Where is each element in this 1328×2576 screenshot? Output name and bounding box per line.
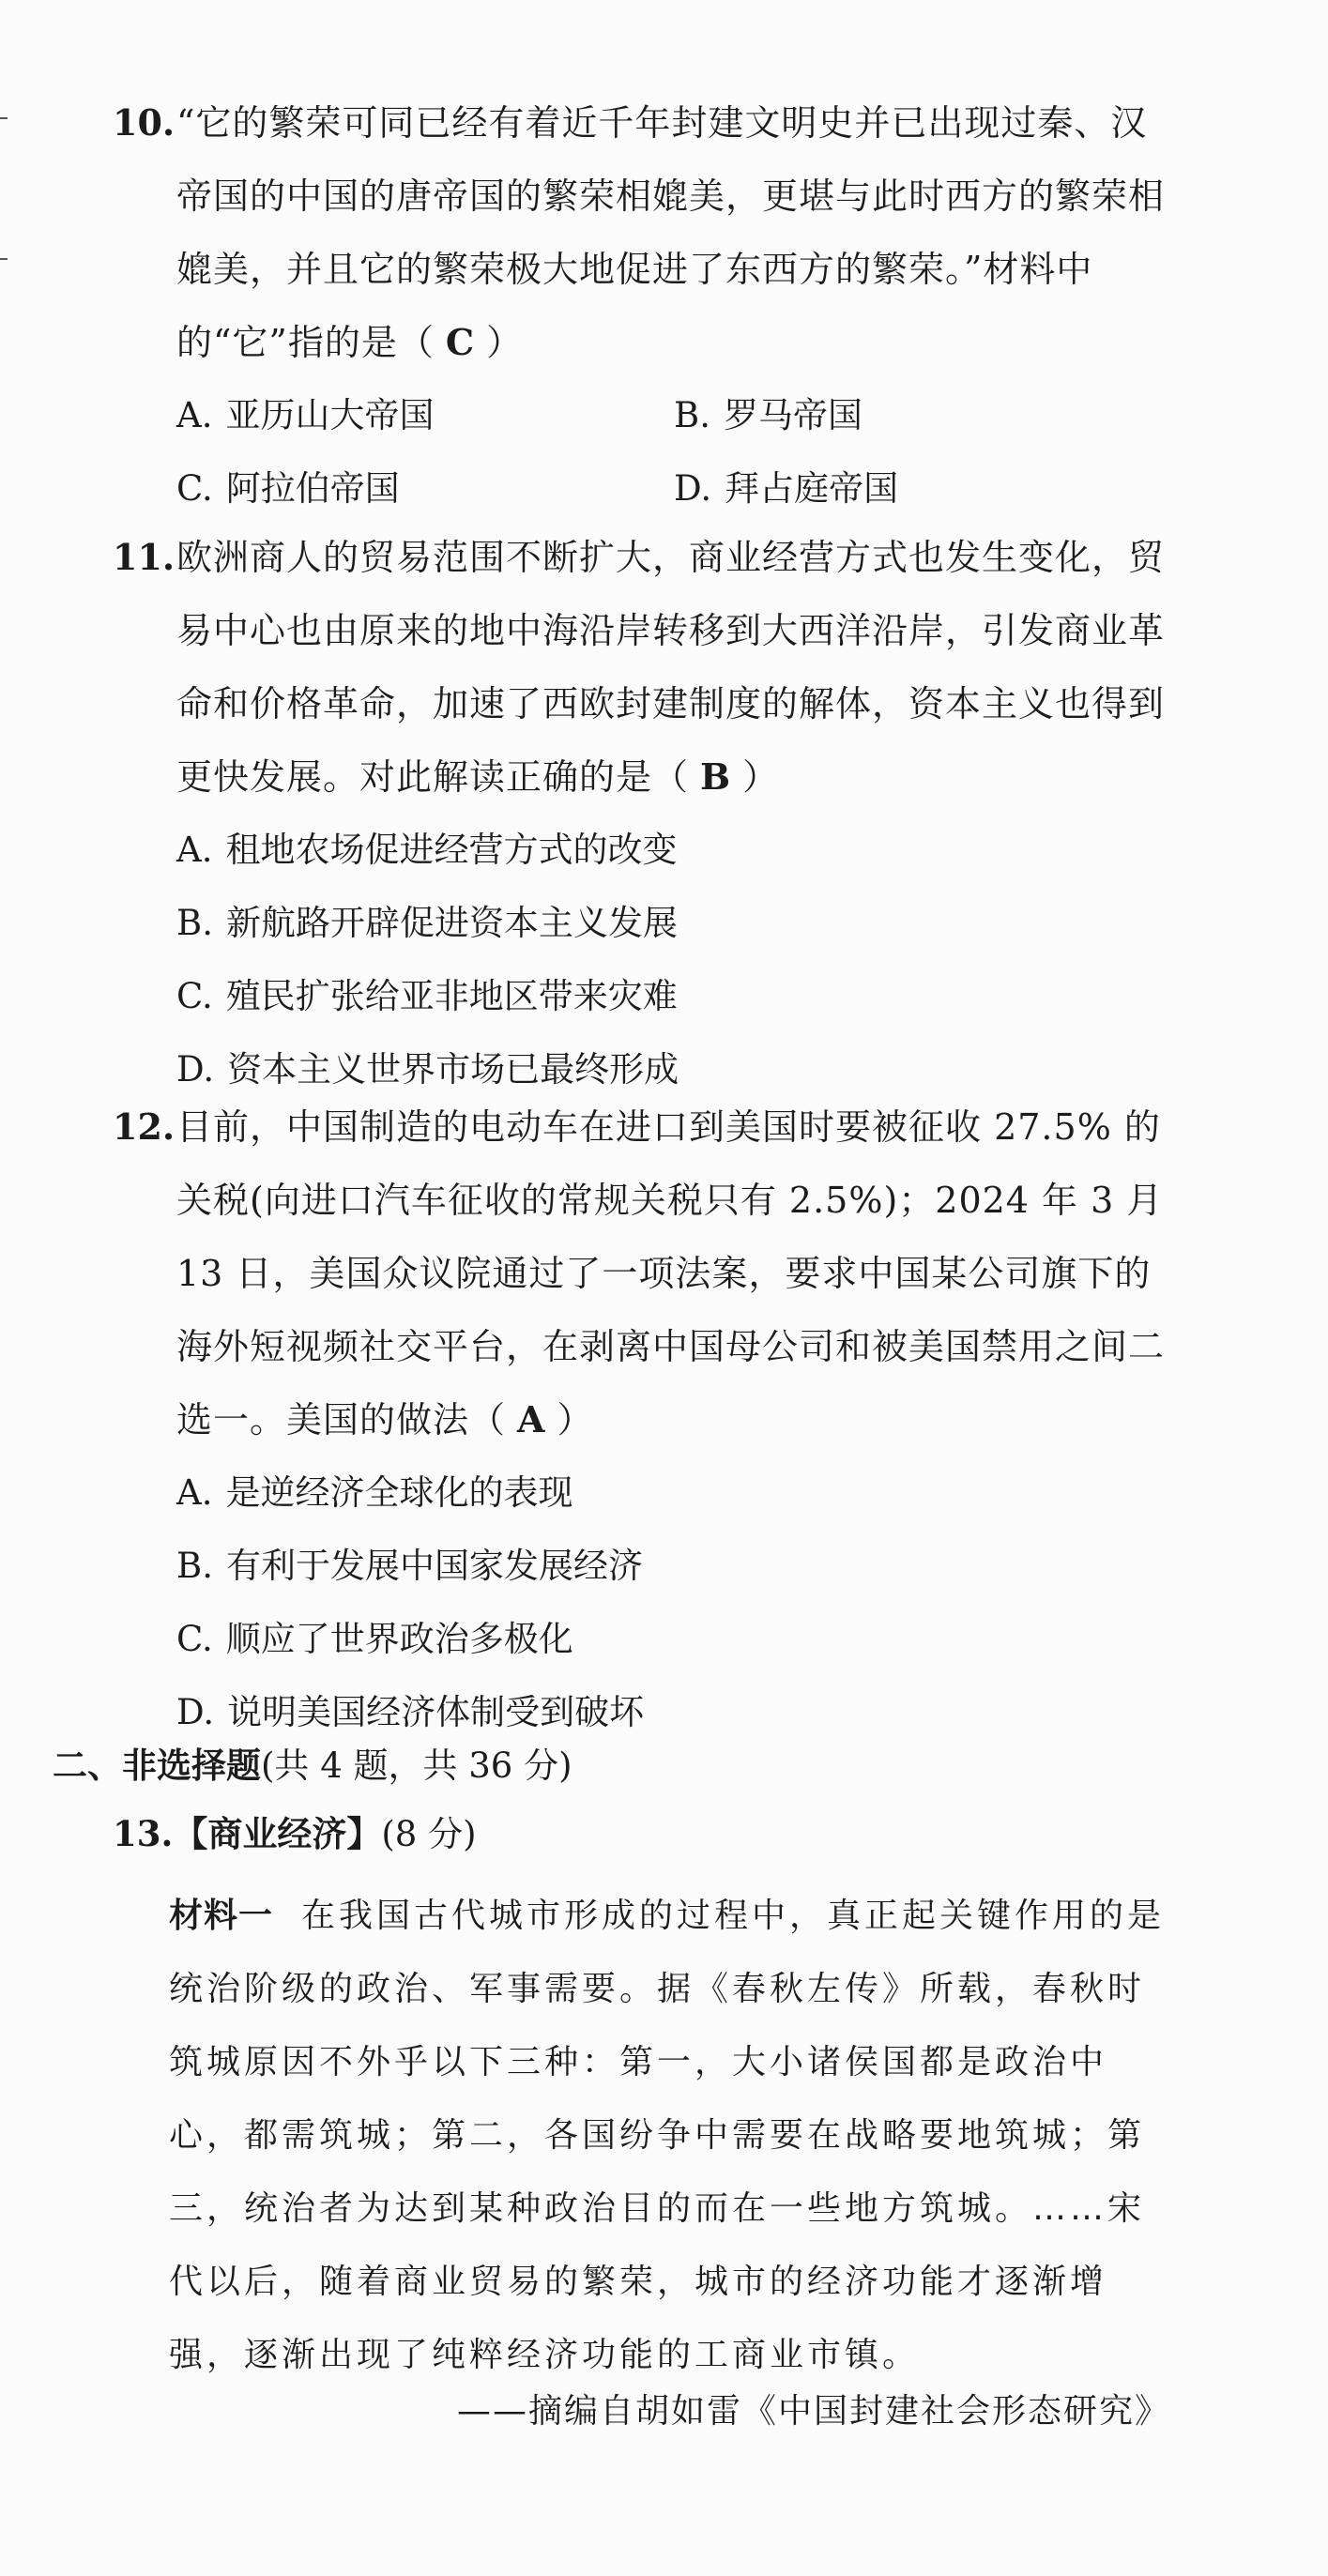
answer-letter: A [517, 1398, 546, 1440]
margin-mark [0, 117, 8, 119]
stem-close: ） [742, 756, 780, 798]
option-c: C. 阿拉伯帝国 [176, 468, 400, 509]
option-a: A. 亚历山大帝国 [176, 395, 435, 435]
options [176, 379, 1173, 526]
stem-text: 目前，中国制造的电动车在进口到美国时要被征收 27.5% 的关税(向进口汽车征收的常规关税只有 2.5%)；2024 年 3 月 13 日，美国众议院通过了一项法案，要求中国某公司旗下的海外短视频社交平台，在剥离中国母公司和被美国禁用之间二选一。美国的做法（ [176, 1106, 1166, 1440]
option-b: B. 罗马帝国 [674, 395, 862, 435]
answer-letter: B [700, 755, 732, 798]
question-number: 11. [113, 536, 176, 578]
section-heading [53, 1738, 572, 1794]
option-c: C. 殖民扩张给亚非地区带来灾难 [176, 976, 678, 1016]
question-11 [113, 521, 1173, 1106]
margin-mark [0, 258, 8, 260]
option-d: D. 资本主义世界市场已最终形成 [176, 1049, 679, 1090]
option-a: A. 租地农场促进经营方式的改变 [176, 830, 678, 870]
stem-text: “它的繁荣可同已经有着近千年封建文明史并已出现过秦、汉帝国的中国的唐帝国的繁荣相媲美，更堪与此时西方的繁荣相媲美，并且它的繁荣极大地促进了东西方的繁荣。”材料中的“它”指的是（ [176, 102, 1166, 363]
options [176, 814, 1173, 1106]
question-13-heading [113, 1806, 477, 1863]
material-label: 材料一 [169, 1897, 274, 1935]
question-12 [113, 1090, 1173, 1749]
question-stem [176, 86, 1173, 379]
question-topic: 【商业经济】 [173, 1814, 382, 1854]
question-points: (8 分) [381, 1814, 477, 1854]
question-stem [176, 1090, 1173, 1456]
material-passage [169, 1880, 1173, 2392]
stem-text: 欧洲商人的贸易范围不断扩大，商业经营方式也发生变化，贸易中心也由原来的地中海沿岸转移到大西洋沿岸，引发商业革命和价格革命，加速了西欧封建制度的解体，资本主义也得到更快发展。对此解读正确的是（ [176, 537, 1166, 798]
question-number: 10. [113, 101, 176, 144]
section-title: 二、非选择题 [53, 1745, 261, 1786]
stem-close: ） [557, 1399, 594, 1440]
question-10 [113, 86, 1173, 526]
option-d: D. 拜占庭帝国 [674, 468, 899, 509]
material-source: ——摘编自胡如雷《中国封建社会形态研究》 [456, 2392, 1170, 2431]
options [176, 1456, 1173, 1749]
question-stem [176, 521, 1173, 814]
option-d: D. 说明美国经济体制受到破坏 [176, 1692, 645, 1732]
section-note: (共 4 题，共 36 分) [261, 1745, 572, 1786]
option-b: B. 有利于发展中国家发展经济 [176, 1546, 643, 1586]
option-a: A. 是逆经济全球化的表现 [176, 1472, 573, 1513]
question-number: 13. [113, 1813, 174, 1854]
answer-letter: C [445, 321, 476, 363]
option-b: B. 新航路开辟促进资本主义发展 [176, 903, 678, 943]
stem-close: ） [486, 322, 524, 363]
question-number: 12. [113, 1105, 176, 1148]
option-c: C. 顺应了世界政治多极化 [176, 1619, 573, 1659]
material-text: 在我国古代城市形成的过程中，真正起关键作用的是统治阶级的政治、军事需要。据《春秋左传》所载，春秋时筑城原因不外乎以下三种：第一，大小诸侯国都是政治中心，都需筑城；第二，各国纷争中需要在战略要地筑城；第三，统治者为达到某种政治目的而在一些地方筑城。……宋代以后，随着商业贸易的繁荣，城市的经济功能才逐渐增强，逐渐出现了纯粹经济功能的工商业市镇。 [169, 1897, 1166, 2374]
